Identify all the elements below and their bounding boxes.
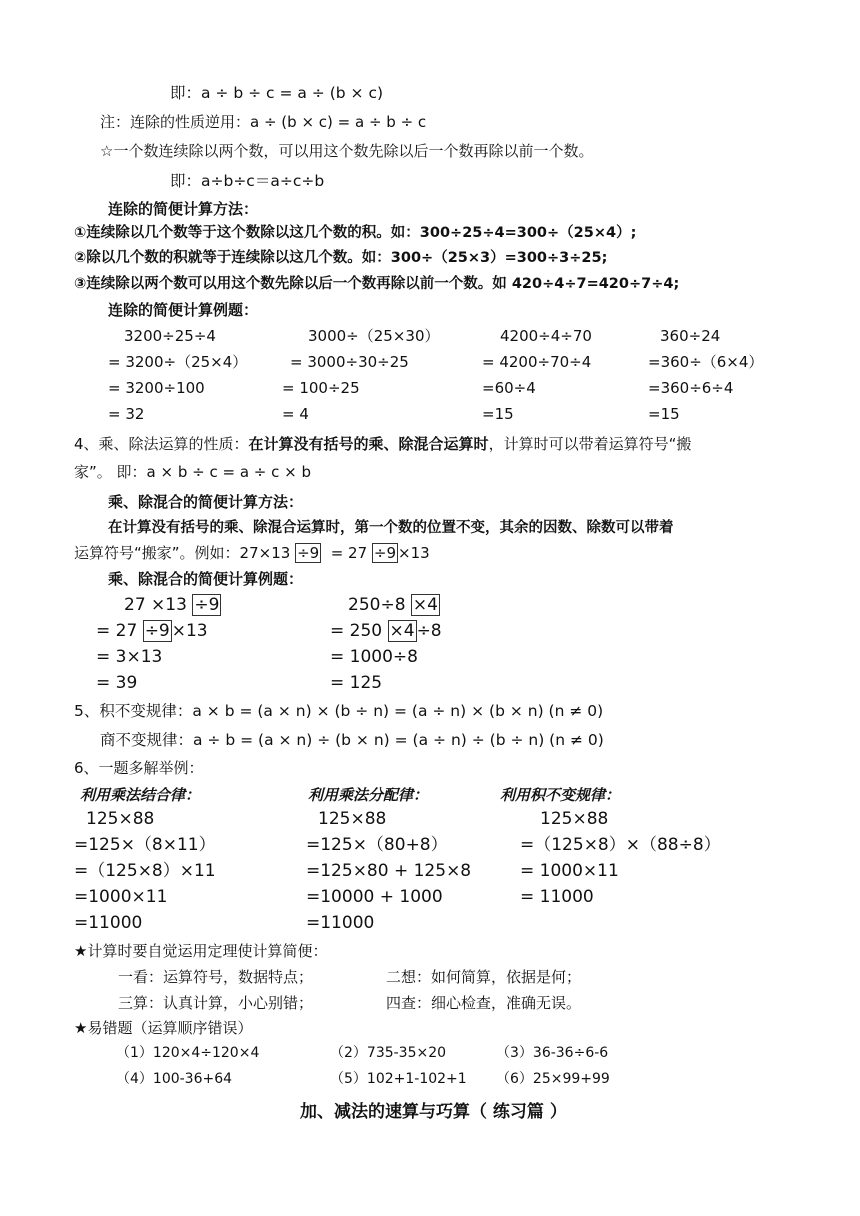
solution-step: 125×88 (540, 809, 609, 829)
example-step: = 3200÷100 (108, 379, 205, 397)
solution-step: =125×80 + 125×8 (306, 861, 472, 881)
method-3: ③连续除以两个数可以用这个数先除以后一个数再除以前一个数。如 420÷4÷7=420÷7÷4; (74, 276, 680, 292)
star-rule: ☆一个数连续除以两个数，可以用这个数先除以后一个数再除以前一个数。 (100, 142, 594, 160)
tip-calculate: 三算：认真计算，小心别错； (118, 994, 314, 1012)
solution-step: =125×（8×11） (74, 835, 216, 855)
error-item: （3）36-36÷6-6 (496, 1045, 609, 1061)
tip-check: 四查：细心检查，准确无误。 (386, 994, 582, 1012)
section-4-rule: ，计算时可以带着运算符号“搬 (488, 435, 692, 453)
solution-step: = 11000 (520, 887, 594, 907)
example-step: = 4200÷70÷4 (482, 353, 592, 371)
solution-step: =125×（80+8） (306, 835, 448, 855)
section-4-intro: 4、乘、除法运算的性质： (74, 435, 249, 453)
section-4-formula: 家”。 即：a × b ÷ c = a ÷ c × b (74, 463, 311, 481)
solution-step: =10000 + 1000 (306, 887, 443, 907)
tip-look: 一看：运算符号，数据特点； (118, 968, 314, 986)
mixed-step: = 39 (96, 673, 138, 693)
boxed-operation: ×4 (389, 621, 415, 641)
example-step: 3200÷25÷4 (124, 327, 216, 345)
section-4-condition: 在计算没有括号的乘、除混合运算时 (248, 435, 489, 453)
tips-title: ★计算时要自觉运用定理使计算简便： (74, 942, 328, 960)
reverse-property-note: 注：连除的性质逆用：a ÷ (b × c) = a ÷ b ÷ c (100, 113, 427, 131)
error-item: （6）25×99+99 (496, 1071, 610, 1087)
example-step: = 3000÷30÷25 (290, 353, 409, 371)
example-step: = 3200÷（25×4） (108, 353, 248, 371)
boxed-divisor: ÷9 (297, 544, 320, 562)
solution-step: 125×88 (86, 809, 155, 829)
error-item: （2）735-35×20 (330, 1045, 447, 1061)
example-step: = 32 (108, 405, 145, 423)
method-2: ②除以几个数的积就等于连续除以这几个数。如：300÷（25×3）=300÷3÷25; (74, 250, 608, 266)
mixed-step: = 3×13 (96, 647, 163, 667)
mixed-step: = 1000÷8 (330, 647, 418, 667)
error-prone-title: ★易错题（运算顺序错误） (74, 1019, 253, 1037)
tip-think: 二想：如何简算，依据是何； (386, 968, 582, 986)
example-step: 360÷24 (660, 327, 721, 345)
method-1: ①连续除以几个数等于这个数除以这几个数的积。如：300÷25÷4=300÷（25×4）; (74, 225, 637, 241)
mixed-step: = 27 ÷9 ×13 (96, 621, 208, 641)
error-item: （4）100-36+64 (116, 1071, 233, 1087)
swap-formula: 即：a÷b÷c＝a÷c÷b (170, 172, 325, 190)
mixed-example-heading: 乘、除混合的简便计算例题： (108, 570, 304, 588)
example-step: =360÷（6×4） (648, 353, 764, 371)
mixed-step: = 250 ×4 ÷8 (330, 621, 442, 641)
solution-heading-associative: 利用乘法结合律： (80, 786, 201, 804)
method-heading: 连除的简便计算方法： (108, 200, 259, 218)
error-item: （5）102+1-102+1 (330, 1071, 467, 1087)
division-property-formula: 即：a ÷ b ÷ c = a ÷ (b × c) (170, 84, 384, 102)
solution-step: 125×88 (318, 809, 387, 829)
boxed-operation: ÷9 (194, 595, 220, 615)
mixed-method-heading: 乘、除混合的简便计算方法： (108, 493, 304, 511)
error-item: （1）120×4÷120×4 (116, 1045, 260, 1061)
example-text: 运算符号“搬家”。例如：27×13 (74, 544, 296, 562)
section-4-line-1 (74, 433, 691, 455)
solution-step: =1000×11 (74, 887, 168, 907)
example-heading: 连除的简便计算例题： (108, 301, 259, 319)
example-step: = 100÷25 (282, 379, 360, 397)
mixed-step: = 125 (330, 673, 383, 693)
section-6-title: 6、一题多解举例： (74, 759, 204, 777)
boxed-operation: ×4 (412, 595, 438, 615)
example-step: =15 (482, 405, 514, 423)
next-section-title: 加、减法的速算与巧算（ 练习篇 ） (300, 1102, 567, 1122)
example-text: = 27 (321, 544, 372, 562)
quotient-invariant-rule: 商不变规律：a ÷ b = (a × n) ÷ (b × n) = (a ÷ n) ÷ (b ÷ n) (n ≠ 0) (100, 731, 604, 749)
solution-step: =（125×8）×11 (74, 861, 216, 881)
boxed-divisor: ÷9 (373, 544, 397, 562)
solution-step: =11000 (306, 913, 375, 933)
mixed-step: 27 ×13 ÷9 (124, 595, 220, 615)
boxed-operation: ÷9 (144, 621, 170, 641)
solution-heading-product-invariant: 利用积不变规律： (500, 786, 621, 804)
solution-heading-distributive: 利用乘法分配律： (308, 786, 429, 804)
mixed-method-text: 在计算没有括号的乘、除混合运算时，第一个数的位置不变，其余的因数、除数可以带着 (108, 520, 674, 536)
example-step: =60÷4 (482, 379, 536, 397)
solution-step: =11000 (74, 913, 143, 933)
example-step: =360÷6÷4 (648, 379, 734, 397)
product-invariant-rule: 5、积不变规律：a × b = (a × n) × (b ÷ n) = (a ÷ n) × (b × n) (n ≠ 0) (74, 702, 604, 720)
mixed-method-example (74, 542, 430, 564)
mixed-step: 250÷8 ×4 (348, 595, 438, 615)
example-step: =15 (648, 405, 680, 423)
solution-step: = 1000×11 (520, 861, 619, 881)
example-step: = 4 (282, 405, 309, 423)
example-text: ×13 (398, 544, 430, 562)
example-step: 4200÷4÷70 (500, 327, 592, 345)
example-step: 3000÷（25×30） (308, 327, 440, 345)
solution-step: =（125×8）×（88÷8） (520, 835, 721, 855)
